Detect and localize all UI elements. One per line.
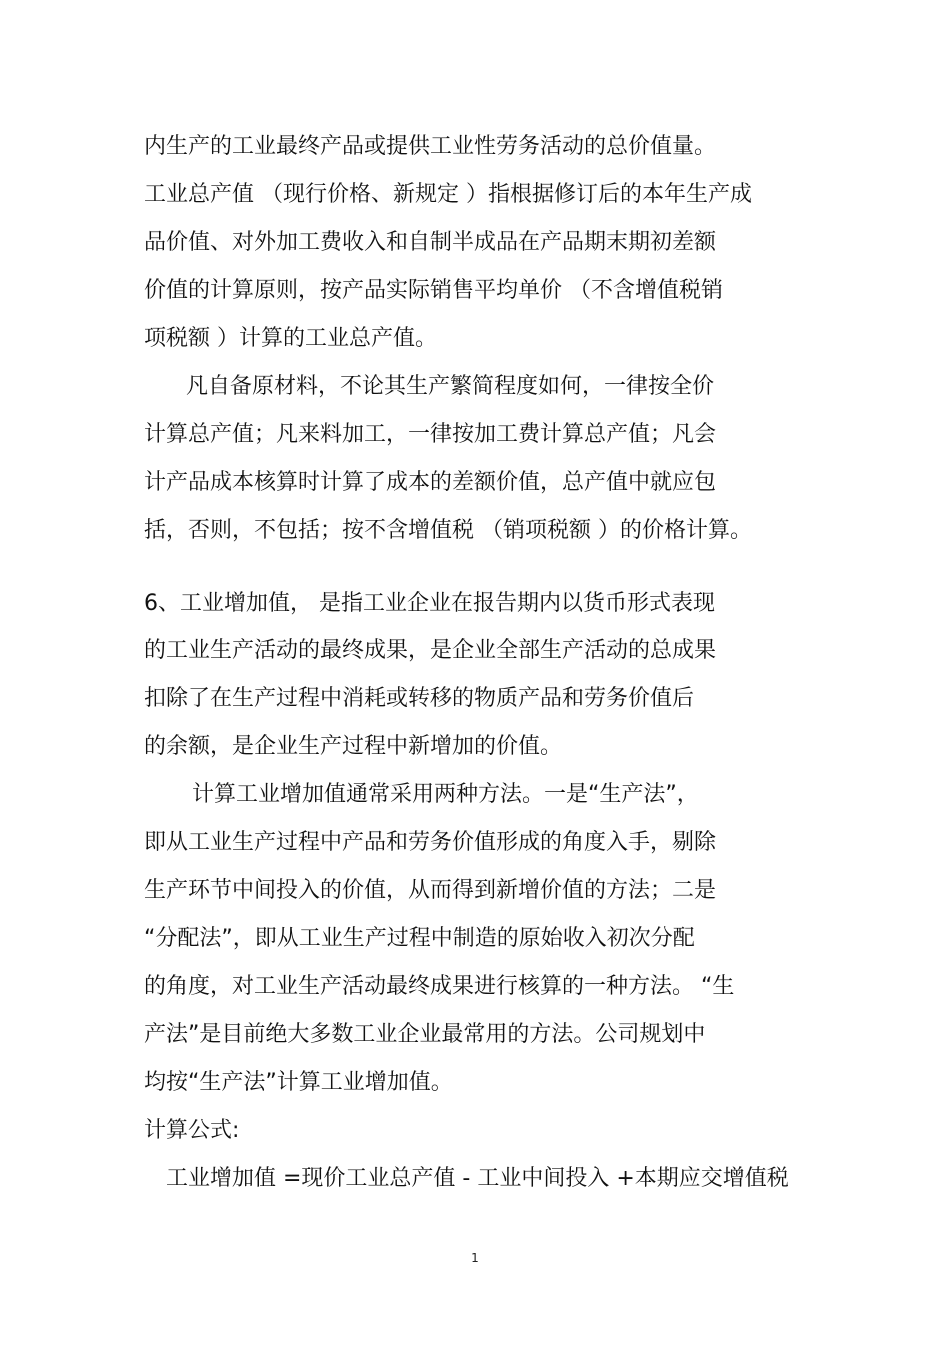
text-line: 工业总产值 （现行价格、新规定 ）指根据修订后的本年生产成 [144,182,752,207]
text-line: 计产品成本核算时计算了成本的差额价值，总产值中就应包 [144,470,717,495]
formula-label: 计算公式: [144,1118,240,1143]
text-line: 品价值、对外加工费收入和自制半成品在产品期末期初差额 [144,230,717,255]
text-line: 扣除了在生产过程中消耗或转移的物质产品和劳务价值后 [144,686,695,711]
text-line: 的余额，是企业生产过程中新增加的价值。 [144,734,563,759]
text-line: 的角度，对工业生产活动最终成果进行核算的一种方法。 “生 [144,974,735,999]
text-line: 的工业生产活动的最终成果，是企业全部生产活动的总成果 [144,638,717,663]
formula-text: 工业增加值 =现价工业总产值 - 工业中间投入 +本期应交增值税 [166,1166,789,1191]
text-line: 价值的计算原则，按产品实际销售平均单价 （不含增值税销 [144,278,723,303]
page-number: 1 [471,1251,479,1265]
section-heading-line: 6、工业增加值， 是指工业企业在报告期内以货币形式表现 [144,591,715,616]
text-line: “分配法”，即从工业生产过程中制造的原始收入初次分配 [144,926,695,951]
text-line: 括，否则，不包括；按不含增值税 （销项税额 ）的价格计算。 [144,518,752,543]
paragraph-indent-line: 计算工业增加值通常采用两种方法。一是“生产法”， [192,782,699,807]
text-line: 即从工业生产过程中产品和劳务价值形成的角度入手，剔除 [144,830,717,855]
paragraph-indent-line: 凡自备原材料，不论其生产繁简程度如何，一律按全价 [186,374,715,399]
text-line: 内生产的工业最终产品或提供工业性劳务活动的总价值量。 [144,134,717,159]
text-line: 项税额 ）计算的工业总产值。 [144,326,437,351]
text-line: 计算总产值；凡来料加工，一律按加工费计算总产值；凡会 [144,422,717,447]
text-line: 产法”是目前绝大多数工业企业最常用的方法。公司规划中 [144,1022,706,1047]
text-line: 生产环节中间投入的价值，从而得到新增价值的方法；二是 [144,878,717,903]
text-line: 均按“生产法”计算工业增加值。 [144,1070,453,1095]
